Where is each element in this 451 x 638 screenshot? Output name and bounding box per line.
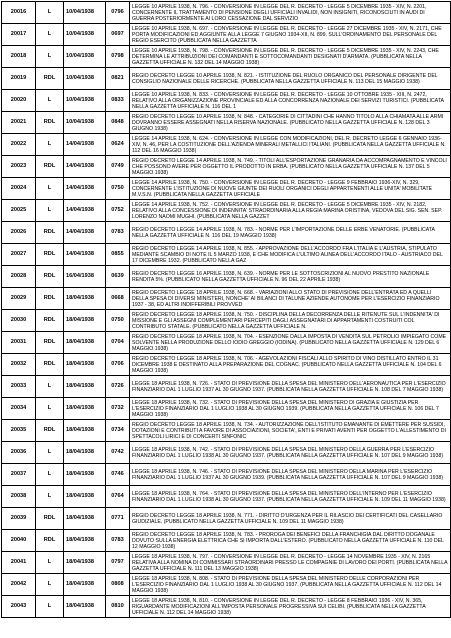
record-type-cell: RDL (36, 420, 64, 442)
record-type-cell: RDL (36, 288, 64, 310)
record-type-cell: RDL (36, 508, 64, 530)
record-id-cell: 20033 (2, 376, 36, 398)
record-id-cell: 20026 (2, 222, 36, 244)
table-row (2, 420, 451, 442)
record-description-cell: LEGGE 10 APRILE 1938, N. 697. - CONVERSIONE IN LEGGE DEL R. DECRETO - LEGGE 27 DICEMBRE 1935 - XIV, N. 2171, CHE PORTA MODIFICAZIONI ED AGGIUNTE ALLA LEGGE 7 GIUGNO 1934-XII, N. 899. SULL'ORDINAMENTO DEL PERSONALE DEL REGIO ESERCITO (PUBBLICATA NELLA GAZZETTA (130, 24, 451, 46)
record-date-cell: 18/04/1938 (64, 398, 106, 420)
record-id-cell: 20031 (2, 332, 36, 354)
record-type-cell: L (36, 596, 64, 618)
record-page-cell: 0821 (106, 68, 130, 90)
record-type-cell: RDL (36, 244, 64, 266)
record-page-cell: 0848 (106, 112, 130, 134)
record-description-cell: LEGGE 18 APRILE 1938, N. 797. - CONVERSIONE IN LEGGE DEL R. DECRETO - LEGGE 14 NOVEMBRE 1935 - XIV, N. 2165 RELATIVA ALLA NOMINA DI COMMISSARI STRAORDINARI PRESSO LE COMPAGNIE DI LAVORO DEI PORTI. (PUBBLICATA NELLA GAZZETTA UFFICIALE N. 111 DEL 13 MAGGIO 1938) (130, 552, 451, 574)
record-page-cell: 0624 (106, 134, 130, 156)
record-page-cell: 0697 (106, 24, 130, 46)
record-page-cell: 0742 (106, 442, 130, 464)
record-type-cell: L (36, 464, 64, 486)
record-id-cell: 20037 (2, 464, 36, 486)
record-id-cell: 20019 (2, 68, 36, 90)
record-page-cell: 0706 (106, 354, 130, 376)
record-description-cell: REGIO DECRETO LEGGE 14 APRILE 1938, N. 749. - TITOLI ALL'ESPORTAZIONE GRANARIA DA ACCOMPAGNAMENTO E VINCOLI CHE POSSONO AVERE PER OGGETTO IL PRODOTTO IN ERBA. (PUBBLICATO NELLA GAZZETTA UFFICIALE N. 137 DEL 5 MAGGIO 1938) (130, 156, 451, 178)
table-row (2, 354, 451, 376)
record-description-cell: LEGGE 18 APRILE 1938, N. 732. - STATO DI PREVISIONE DELLA SPESA DEL MINISTERO DI GRAZIA E GIUSTIZIA PER L'ESERCIZIO FINANZIARIO DAL 1 LUGLIO 1938 AL 30 GIUGNO 1939. (PUBBLICATA NELLA GAZZETTA UFFICIALE N. 106 DEL 7 MAGGIO 1938) (130, 398, 451, 420)
record-date-cell: 18/04/1938 (64, 376, 106, 398)
table-row (2, 574, 451, 596)
record-type-cell: RDL (36, 156, 64, 178)
record-id-cell: 20028 (2, 266, 36, 288)
record-date-cell: 14/04/1938 (64, 178, 106, 200)
record-description-cell: LEGGE 10 APRILE 1938, N. 798. - CONVERSIONE IN LEGGE DEL R. DECRETO - LEGGE 5 DICEMBRE 1935 - XIV, N. 2243, CHE DETERMINA LE ATTRIBUZIONI DEI COMANDANTI E SOTTOCOMANDANTI DESIGNATI D'ARMATA. (PUBBLICATA NELLA GAZZETTA UFFICIALE N. 132 DEL 14 MAGGIO 1938) (130, 46, 451, 68)
record-date-cell: 18/04/1938 (64, 310, 106, 332)
record-type-cell: L (36, 178, 64, 200)
record-date-cell: 18/04/1938 (64, 442, 106, 464)
record-id-cell: 20043 (2, 596, 36, 618)
table-row (2, 46, 451, 68)
record-date-cell: 18/04/1938 (64, 552, 106, 574)
record-date-cell: 10/04/1938 (64, 68, 106, 90)
record-id-cell: 20032 (2, 354, 36, 376)
record-description-cell: LEGGE 14 APRILE 1938, N. 752. - CONVERSIONE IN LEGGE DEL R. DECRETO - LEGGE 5 DICEMBRE 1935 - XIV, N. 2182, RELATIVO ALLA CONCESSIONE DI INDENNITA' STRAORDINARIA ALLA REGIA MARINA ORISTINA, VEDOVA DEL SIG. SEN. SEP. LORENZO NAOMI MUGHI. (PUBBLICATA NELLA GAZZET (130, 200, 451, 222)
table-row (2, 508, 451, 530)
table-row (2, 288, 451, 310)
record-page-cell: 0783 (106, 222, 130, 244)
record-date-cell: 18/04/1938 (64, 332, 106, 354)
record-page-cell: 0797 (106, 552, 130, 574)
record-description-cell: REGIO DECRETO LEGGE 18 APRILE 1938, N. 734. - AUTORIZZAZIONE DELL'ISTITUTO EMANANTE DI EMETTERE PER SUSSIDI, DOTAZIONI E CONTRIBUTI A FAVORE DI ASSOCIAZIONI, SOCIETA', ENTI E PRIVATI AVENTI PER OGGETTO L'ALLESTIMENTO DI SPETTACOLI LIRICI E DI CONCERTI SINFONIC (130, 420, 451, 442)
record-date-cell: 14/04/1938 (64, 200, 106, 222)
record-description-cell: REGIO DECRETO LEGGE 18 APRILE 1938, N. 750. - DISCIPLINA DELLA DECORRENZA DELLE RITENUTE SUL L'INDENNITA' DI MISSIONE E GLI ASSEGNI COMPLEMENTARI PERCEPITI DAGLI ASSEGNATARI DI APPARTAMENTI COSTRUITI COL CONTRIBUTO STATALE. (PUBBLICATO NELLA GAZZETTA UFFICIALE N. (130, 310, 451, 332)
record-date-cell: 10/04/1938 (64, 112, 106, 134)
table-row (2, 530, 451, 552)
record-type-cell: L (36, 486, 64, 508)
table-row (2, 200, 451, 222)
record-page-cell: 0783 (106, 530, 130, 552)
record-description-cell: REGIO DECRETO LEGGE 18 APRILE 1938, N. 704. - ESENZIONE DALLA IMPOSTA DI VENDITA SUL PETROLIO IMPIEGATO COME SOLVENTE NELLA PRODUZIONE DELLO IODIO GREGGIO (IODINA). (PUBBLICATO NELLA GAZZETTA UFFICIALE N. 129 DEL 6 MAGGIO 1938) (130, 332, 451, 354)
record-date-cell: 10/04/1938 (64, 2, 106, 24)
record-id-cell: 20022 (2, 134, 36, 156)
record-id-cell: 20027 (2, 244, 36, 266)
record-type-cell: L (36, 376, 64, 398)
record-description-cell: LEGGE 14 APRILE 1938, N. 750. - CONVERSIONE IN LEGGE DEL R. DECRETO - LEGGE 9 FEBBRAIO 1936-XIV, N. 329, CONCERNENTE L'ISTITUZIONE DI NUOVE GIUNTE DEI RUOLI ORGANICI DEGLI APPARTENENTI ALLE UNITA' MOBILITATE M.V.S.N. (PUBBLICATA NELLA GAZZETTA UFFICIALE (130, 178, 451, 200)
record-page-cell: 0833 (106, 90, 130, 112)
record-id-cell: 20021 (2, 112, 36, 134)
table-row (2, 398, 451, 420)
record-type-cell: L (36, 2, 64, 24)
record-date-cell: 10/04/1938 (64, 24, 106, 46)
record-date-cell: 10/04/1938 (64, 90, 106, 112)
record-type-cell: L (36, 200, 64, 222)
table-row (2, 266, 451, 288)
record-type-cell: RDL (36, 112, 64, 134)
record-date-cell: 18/04/1938 (64, 574, 106, 596)
record-date-cell: 18/04/1938 (64, 530, 106, 552)
table-row (2, 112, 451, 134)
table-row (2, 68, 451, 90)
record-date-cell: 14/04/1938 (64, 244, 106, 266)
record-id-cell: 20042 (2, 574, 36, 596)
table-row (2, 310, 451, 332)
record-description-cell: LEGGE 18 APRILE 1938, N. 764. - STATO DI PREVISIONE DELLA SPESA DEL MINISTERO DELL'INTERNO PER L'ESERCIZIO FINANZIARIO DAL 1 LUGLIO 1938 AL 30 GIUGNO 1937. (PUBBLICATA NELLA GAZZETTA UFFICIALE N. 109 DEL 11 MAGGIO 1938) (130, 486, 451, 508)
table-row (2, 442, 451, 464)
record-date-cell: 10/04/1938 (64, 46, 106, 68)
record-description-cell: LEGGE 18 APRILE 1938, N. 742. - STATO DI PREVISIONE DELLA SPESA DEL MINISTERO DELLA GUERRA PER L'ESERCIZIO FINANZIARIO DAL 1 LUGLIO 1938 AL 30 GIUGNO 1937. (PUBBLICATA NELLA GAZZETTA UFFICIALE N. 107 DEL 9 MAGGIO 1938) (130, 442, 451, 464)
record-page-cell: 0764 (106, 486, 130, 508)
record-id-cell: 20041 (2, 552, 36, 574)
record-description-cell: LEGGE 18 APRILE 1938, N. 726. - STATO DI PREVISIONE DELLA SPESA DEL MINISTERO DELL'AERONAUTICA PER L'ESERCIZIO FINANZIARIO DAL 1 LUGLIO 1937 AL 30 GIUGNO 1937. (PUBBLICATA NELLA GAZZETTA UFFICIALE N. 108 DEL 7 MAGGIO 1938) (130, 376, 451, 398)
record-id-cell: 20034 (2, 398, 36, 420)
record-page-cell: 0752 (106, 200, 130, 222)
record-id-cell: 20030 (2, 310, 36, 332)
record-id-cell: 20024 (2, 178, 36, 200)
record-description-cell: REGIO DECRETO LEGGE 18 APRILE 1938, N. 771. - DIRITTO D'URGENZA PER IL RILASCIO DEI CERTIFICATI DEL CASELLARIO GIUDIZIALE. (PUBBLICATO NELLA GAZZETTA UFFICIALE N. 109 DEL 11 MAGGIO 1938) (130, 508, 451, 530)
record-description-cell: REGIO DECRETO LEGGE 16 APRILE 1938, N. 639. - NORME PER LE SOTTOSCRIZIONI AL NUOVO PRESTITO NAZIONALE RENDITA 5%. (PUBBLICATO NELLA GAZZETTA UFFICIALE N. 96 DEL 22 APRILE 1938) (130, 266, 451, 288)
record-date-cell: 18/04/1938 (64, 420, 106, 442)
record-description-cell: LEGGE 14 APRILE 1938, N. 624. - CONVERSIONE IN LEGGE CON MODIFICAZIONI, DEL R. DECRETO LEGGE 6 GENNAIO 1936-XIV, N. 46, PER LA COSTITUZIONE DELL'AZIENDA MINERALI METALLICI ITALIANI. (PUBBLICATA NELLA GAZZETTA UFFICIALE N. 112 DEL 16 MAGGIO 1938) (130, 134, 451, 156)
record-type-cell: L (36, 552, 64, 574)
record-type-cell: RDL (36, 354, 64, 376)
record-page-cell: 0798 (106, 46, 130, 68)
record-page-cell: 0808 (106, 574, 130, 596)
record-date-cell: 14/04/1938 (64, 222, 106, 244)
table-row (2, 24, 451, 46)
record-id-cell: 20020 (2, 90, 36, 112)
table-row (2, 376, 451, 398)
record-description-cell: REGIO DECRETO LEGGE 10 APRILE 1938, N. 821. - ISTITUZIONE DEL RUOLO ORGANICO DEL PERSONALE DIRIGENTE DEL CONSIGLIO NAZIONALE DELLE RICERCHE. (PUBBLICATA NELLA GAZZETTA UFFICIALE N. 113 DEL 15 MAGGIO 1938) (130, 68, 451, 90)
record-page-cell: 0750 (106, 310, 130, 332)
table-row (2, 178, 451, 200)
record-description-cell: REGIO DECRETO LEGGE 18 APRILE 1938, N. 783. - PROROGA DEI BENEFICI DELLA FRANCHIGIA DAL DIRITTO DOGANALE DOVUTO SULLA ENERGIA ELETTRICA CHE SI IMPORTA DALL'ESTERO. (PUBBLICATO NELLA GAZZETTA UFFICIALE N. 110 DEL 12 MAGGIO 1938) (130, 530, 451, 552)
record-page-cell: 0734 (106, 420, 130, 442)
record-description-cell: LEGGE 10 APRILE 1938, N. 833. - CONVERSIONE IN LEGGE DEL R. DECRETO - LEGGE 10 OTTOBRE 1935 - XIII, N. 2472, RELATIVO ALLA ORGANIZZAZIONE PROVINCIALE ED ALLA CONCORRENZA NAZIONALE DEI SERVIZI TURISTICI. (PUBBLICATA NELLA GAZZETTA UFFICIALE N. 116 DEL 1 (130, 90, 451, 112)
record-id-cell: 20036 (2, 442, 36, 464)
record-page-cell: 0749 (106, 156, 130, 178)
record-date-cell: 18/04/1938 (64, 354, 106, 376)
record-date-cell: 16/04/1938 (64, 266, 106, 288)
record-page-cell: 0732 (106, 398, 130, 420)
record-id-cell: 20023 (2, 156, 36, 178)
record-id-cell: 20016 (2, 2, 36, 24)
record-page-cell: 0704 (106, 332, 130, 354)
record-type-cell: L (36, 46, 64, 68)
record-date-cell: 18/04/1938 (64, 508, 106, 530)
table-row (2, 464, 451, 486)
record-type-cell: RDL (36, 332, 64, 354)
record-type-cell: L (36, 90, 64, 112)
record-description-cell: LEGGE 10 APRILE 1938, N. 796. - CONVERSIONE IN LEGGE DEL R. DECRETO - LEGGE 5 DICEMBRE 1935 - XIV, N. 2201, CONCERNENTE IL TRATTAMENTO DI PENSIONE DEGLI UFFICIALI INVALIDI, NON INSIGNITI, RICONOSCIUTI IN AUDI DI GUERRA POSTERIORMENTE AI LORO CESSAZIONE DAL SERVIZIO (130, 2, 451, 24)
record-description-cell: REGIO DECRETO LEGGE 18 APRILE 1938, N. 706. - AGEVOLAZIONI FISCALI ALLO SPIRITO DI VINO DISTILLATO ENTRO IL 31 DICEMBRE 1938 E DESTINATO ALLA PREPARAZIONE DEL COGNAC. (PUBBLICATO NELLA GAZZETTA UFFICIALE N. 104 DEL 6 MAGGIO 1938) (130, 354, 451, 376)
record-date-cell: 14/04/1938 (64, 134, 106, 156)
record-description-cell: REGIO DECRETO LEGGE 10 APRILE 1938, N. 848. - CATEGORIE DI CITTADINI CHE HANNO TITOLO ALLA CHIAMATA ALLE ARMI DOVRANNO ESSERE ASSEGNATI NELLA RISERVA NAZIONALE. (PUBBLICATO NELLA GAZZETTA UFFICIALE N. 128 DEL 3 GIUGNO 1938) (130, 112, 451, 134)
record-page-cell: 0750 (106, 178, 130, 200)
table-row (2, 222, 451, 244)
record-date-cell: 18/04/1938 (64, 288, 106, 310)
records-table-body (2, 2, 451, 618)
record-page-cell: 0796 (106, 2, 130, 24)
record-page-cell: 0855 (106, 244, 130, 266)
table-row (2, 332, 451, 354)
record-date-cell: 18/04/1938 (64, 596, 106, 618)
table-row (2, 90, 451, 112)
record-id-cell: 20035 (2, 420, 36, 442)
table-row (2, 244, 451, 266)
record-description-cell: LEGGE 18 APRILE 1938, N. 746. - STATO DI PREVISIONE DELLA SPESA DEL MINISTERO DELLA MARINA PER L'ESERCIZIO FINANZIARIO DAL 1 LUGLIO 1937 AL 30 GIUGNO 1939. (PUBBLICATA NELLA GAZZETTA UFFICIALE N. 107 DEL 9 MAGGIO 1938) (130, 464, 451, 486)
record-type-cell: L (36, 134, 64, 156)
table-row (2, 596, 451, 618)
record-page-cell: 0668 (106, 288, 130, 310)
table-row (2, 156, 451, 178)
records-table (1, 1, 451, 618)
record-type-cell: RDL (36, 310, 64, 332)
table-row (2, 2, 451, 24)
record-type-cell: RDL (36, 222, 64, 244)
record-description-cell: REGIO DECRETO LEGGE 18 APRILE 1938, N. 668. - VARIAZIONI ALLO STATO DI PREVISIONE DELL'ENTRATA ED A QUELLI DELLA SPESA DI DIVERSI MINISTERI, NONCHE' AI BILANCI DI TALUNE AZIENDE AUTONOME PER L'ESERCIZIO FINANZIARIO 1937 - 38, ED ALTRI INDIFFERIBILI PROVVED (130, 288, 451, 310)
record-page-cell: 0810 (106, 596, 130, 618)
record-type-cell: L (36, 442, 64, 464)
record-page-cell: 0771 (106, 508, 130, 530)
record-type-cell: L (36, 398, 64, 420)
record-type-cell: L (36, 574, 64, 596)
table-row (2, 552, 451, 574)
record-type-cell: L (36, 24, 64, 46)
record-description-cell: LEGGE 18 APRILE 1938, N. 810. - CONVERSIONE IN LEGGE DEL R. DECRETO - LEGGE 8 FEBBRAIO 1936 - XIV, N. 365, RIGUARDANTE MODIFICAZIONI ALL'IMPOSTA PERSONALE PROGRESSIVA SUI CELIBI. (PUBBLICATA NELLA GAZZETTA UFFICIALE N. 112 DEL 14 MAGGIO 1938) (130, 596, 451, 618)
record-id-cell: 20029 (2, 288, 36, 310)
record-type-cell: RDL (36, 266, 64, 288)
record-page-cell: 0746 (106, 464, 130, 486)
record-type-cell: RDL (36, 68, 64, 90)
record-id-cell: 20018 (2, 46, 36, 68)
table-row (2, 134, 451, 156)
table-row (2, 486, 451, 508)
record-description-cell: REGIO DECRETO LEGGE 14 APRILE 1938, N. 855. - APPROVAZIONE DELL'ACCORDO FRA L'ITALIA E L'AUSTRIA, STIPULATO MEDIANTE SCAMBIO DI NOTE IL 5 MARZO 1938, E CHE MODIFICA L'ULTIMO ALINEA DELL'ACCORDO ITALO - AUSTRIACO DEL 17 DICEMBRE 1932. (PUBBLICATO NELLA GAZ (130, 244, 451, 266)
record-description-cell: REGIO DECRETO LEGGE 14 APRILE 1938, N. 783. - NORME PER L'IMPORTAZIONE DELLE ERBE VENATORIE. (PUBBLICATA NELLA GAZZETTA UFFICIALE N. 116 DEL 19 MAGGIO 1938) (130, 222, 451, 244)
record-type-cell: RDL (36, 530, 64, 552)
record-id-cell: 20017 (2, 24, 36, 46)
record-id-cell: 20039 (2, 508, 36, 530)
record-date-cell: 14/04/1938 (64, 156, 106, 178)
record-page-cell: 0639 (106, 266, 130, 288)
record-page-cell: 0726 (106, 376, 130, 398)
record-id-cell: 20038 (2, 486, 36, 508)
record-id-cell: 20040 (2, 530, 36, 552)
record-id-cell: 20025 (2, 200, 36, 222)
record-description-cell: LEGGE 18 APRILE 1938, N. 808. - STATO DI PREVISIONE DELLA SPESA DEL MINISTERO DELLE CORPORAZIONI PER L'ESERCIZIO FINANZIARIO DAL 1 LUGLIO 1938 AL 30 GIUGNO 1937. (PUBBLICATA NELLA GAZZETTA UFFICIALE N. 112 DEL 14 MAGGIO 1938) (130, 574, 451, 596)
record-date-cell: 18/04/1938 (64, 486, 106, 508)
record-date-cell: 18/04/1938 (64, 464, 106, 486)
